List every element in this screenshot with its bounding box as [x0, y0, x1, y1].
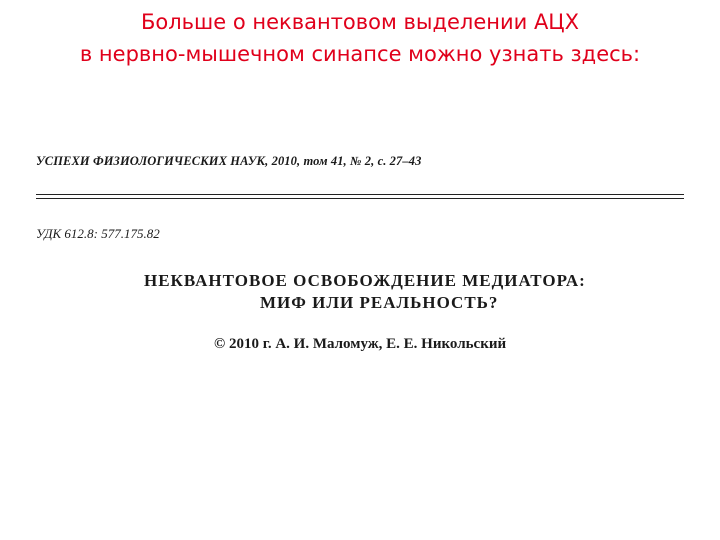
article-title-line-2: МИФ ИЛИ РЕАЛЬНОСТЬ? [260, 293, 499, 312]
header-rule-bottom [36, 198, 684, 199]
article-authors: © 2010 г. А. И. Маломуж, Е. Е. Никольский [214, 336, 507, 352]
slide-title-line-1: Больше о неквантовом выделении АЦХ [140, 10, 580, 34]
slide-title-line-2: в нервно-мышечном синапсе можно узнать здесь: [79, 42, 641, 66]
header-rule-top [36, 194, 684, 195]
udc-code: УДК 612.8: 577.175.82 [36, 226, 160, 241]
article-title-line-1: НЕКВАНТОВОЕ ОСВОБОЖДЕНИЕ МЕДИАТОРА: [144, 271, 586, 290]
journal-reference: УСПЕХИ ФИЗИОЛОГИЧЕСКИХ НАУК, 2010, том 41, № 2, с. 27–43 [36, 154, 422, 168]
article-scan [36, 150, 686, 370]
article-title [144, 270, 664, 314]
slide-title [0, 6, 720, 70]
